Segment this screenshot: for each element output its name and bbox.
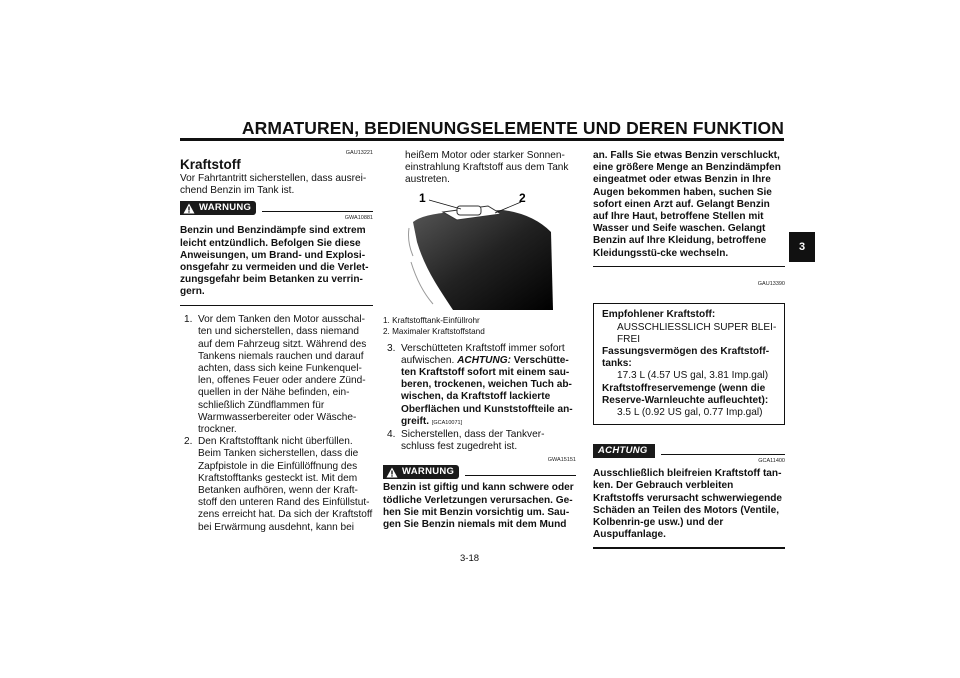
warning2-code: GWA15151 [547,457,576,464]
spec-value-reserve: 3.5 L (0.92 US gal, 0.77 Imp.gal) [617,406,763,418]
continuation-text: heißem Motor oder starker Sonnen-einstrahlung Kraftstoff aus dem Tank austreten. [405,150,569,186]
step3-achtung-label: ACHTUNG: [457,354,511,366]
warning-triangle-icon [386,467,398,478]
warning2-continuation: an. Falls Sie etwas Benzin verschluckt, eine größere Menge an Benzindämpfen eingeatmet oder etwas Benzin in Ihre Augen bekommen haben, suchen Sie sofort einen Arzt auf. Gelangt Benzin auf Ihre Haut, betroffene Stellen mit Wasser und Seife waschen. Gelangt Benzin auf Ihre Kleidung, betroffene Kleidungsstü-cke wechseln. [593,150,781,259]
warning2-rule [465,475,576,476]
page-number: 3-18 [460,553,480,564]
caution-rule [661,454,785,455]
caption-2: 2. Maximaler Kraftstoffstand [383,326,485,336]
page-header-title: ARMATUREN, BEDIENUNGSELEMENTE UND DEREN FUNKTION [241,118,784,138]
warning-rule [262,211,373,212]
intro-text: Vor Fahrtantritt sicherstellen, dass ausrei-chend Benzin im Tank ist. [180,173,367,197]
spec-value-capacity: 17.3 L (4.57 US gal, 3.81 Imp.gal) [617,370,769,382]
warning2-label: WARNUNG [402,466,455,478]
warning-code: GWA10881 [344,215,373,222]
warning-end-rule [180,305,373,307]
chapter-tab: 3 [789,232,815,262]
warning2-header [383,465,576,479]
warning2-text: Benzin ist giftig und kann schwere oder tödliche Verletzungen verursachen. Ge-hen Sie mit Benzin vorsichtig um. Sau-gen Sie Benzin niemals mit dem Mund [383,482,574,531]
caption-1: 1. Kraftstofftank-Einfüllrohr [383,315,480,325]
caution-header [593,444,785,458]
header-rule [180,138,784,141]
step3-text: Verschütteten Kraftstoff immer sofort aufwischen. [401,342,565,366]
warning-label: WARNUNG [199,202,252,214]
warning-badge [180,201,256,215]
caution-end-rule [593,547,785,549]
section-heading: Kraftstoff [180,157,241,172]
warning2-end-rule [593,266,785,268]
fuel-tank-drawing [383,192,563,314]
callout-1: 1 [419,191,426,205]
warning-triangle-icon [183,203,195,214]
fuel-steps-list [180,314,373,534]
fuel-steps-list-cont [383,343,576,454]
list-item: 1. Vor dem Tanken den Motor ausschal-ten und sicherstellen, dass niemand auf dem Fahrzeug sitzt. Während des Tankens niemals rauchen und darauf achten, dass sich keine Funkenquel-len, offenes Feuer oder andere Zünd-quellen in der Nähe befinden, ein-schließlich Zündflammen für Warmwasserbereiter oder Wäsche-trockner. [184,314,367,435]
spec-value-fuel: AUSSCHLIESSLICH SUPER BLEI-FREI [617,321,777,345]
callout-2: 2 [519,191,526,205]
warning2-badge [383,465,459,479]
warning-text: Benzin und Benzindämpfe sind extrem leicht entzündlich. Befolgen Sie diese Anweisungen, um Brand- und Explosi-onsgefahr zu vermeiden und die Verlet-zungsgefahr beim Betanken zu verrin-gern. [180,225,369,298]
fuel-spec-box [593,303,785,425]
step3-code: [GCA10071] [431,419,463,426]
list-item: 4. Sicherstellen, dass der Tankver-schluss fest zugedreht ist. [387,429,545,453]
column-2 [383,150,576,531]
caution-badge: ACHTUNG [593,444,655,458]
fuel-tank-illustration [383,192,563,314]
spec-label-fuel: Empfohlener Kraftstoff: [602,309,716,321]
spec-label-reserve: Kraftstoffreservemenge (wenn die Reserve-Warnleuchte aufleuchtet): [602,382,769,406]
list-item: 2. Den Kraftstofftank nicht überfüllen. Beim Tanken sicherstellen, dass die Zapfpistole in die Einfüllöffnung des Kraftstofftanks gesteckt ist. Mit dem Betanken aufhören, wenn der Kraft-stoff den unteren Rand des Einfüllstut-zens erreicht hat. Da sich der Kraftstoff bei Erwärmung ausdehnt, kann bei [184,436,373,533]
caution-code: GCA11400 [758,458,785,465]
step3-achtung-text: Verschütte-ten Kraftstoff sofort mit einem sau-beren, trockenen, weichen Tuch ab-wischen, da Kraftstoff lackierte Oberflächen und Kunststoffteile an-greift. [401,354,573,427]
column-1 [180,150,373,534]
spec-label-capacity: Fassungsvermögen des Kraftstoff-tanks: [602,345,770,370]
caution-text: Ausschließlich bleifreien Kraftstoff tan-ken. Der Gebrauch verbleiten Kraftstoffs verursacht schwerwiegende Schäden an Teilen des Motors (Ventile, Kolbenrin-ge usw.) und der Auspuffanlage. [593,468,783,541]
figure-captions [383,315,576,337]
section-code: GAU13221 [345,150,373,156]
warning-header [180,201,373,215]
column-3 [593,150,785,549]
list-item: 3. Verschütteten Kraftstoff immer sofort aufwischen. ACHTUNG: Verschütte-ten Kraftstoff sofort mit einem sau-beren, trockenen, weichen Tuch ab-wischen, da Kraftstoff lackierte Oberflächen und Kunststoffteile an-greift. [GCA10071] [387,342,573,427]
spec-code: GAU13390 [757,281,785,288]
